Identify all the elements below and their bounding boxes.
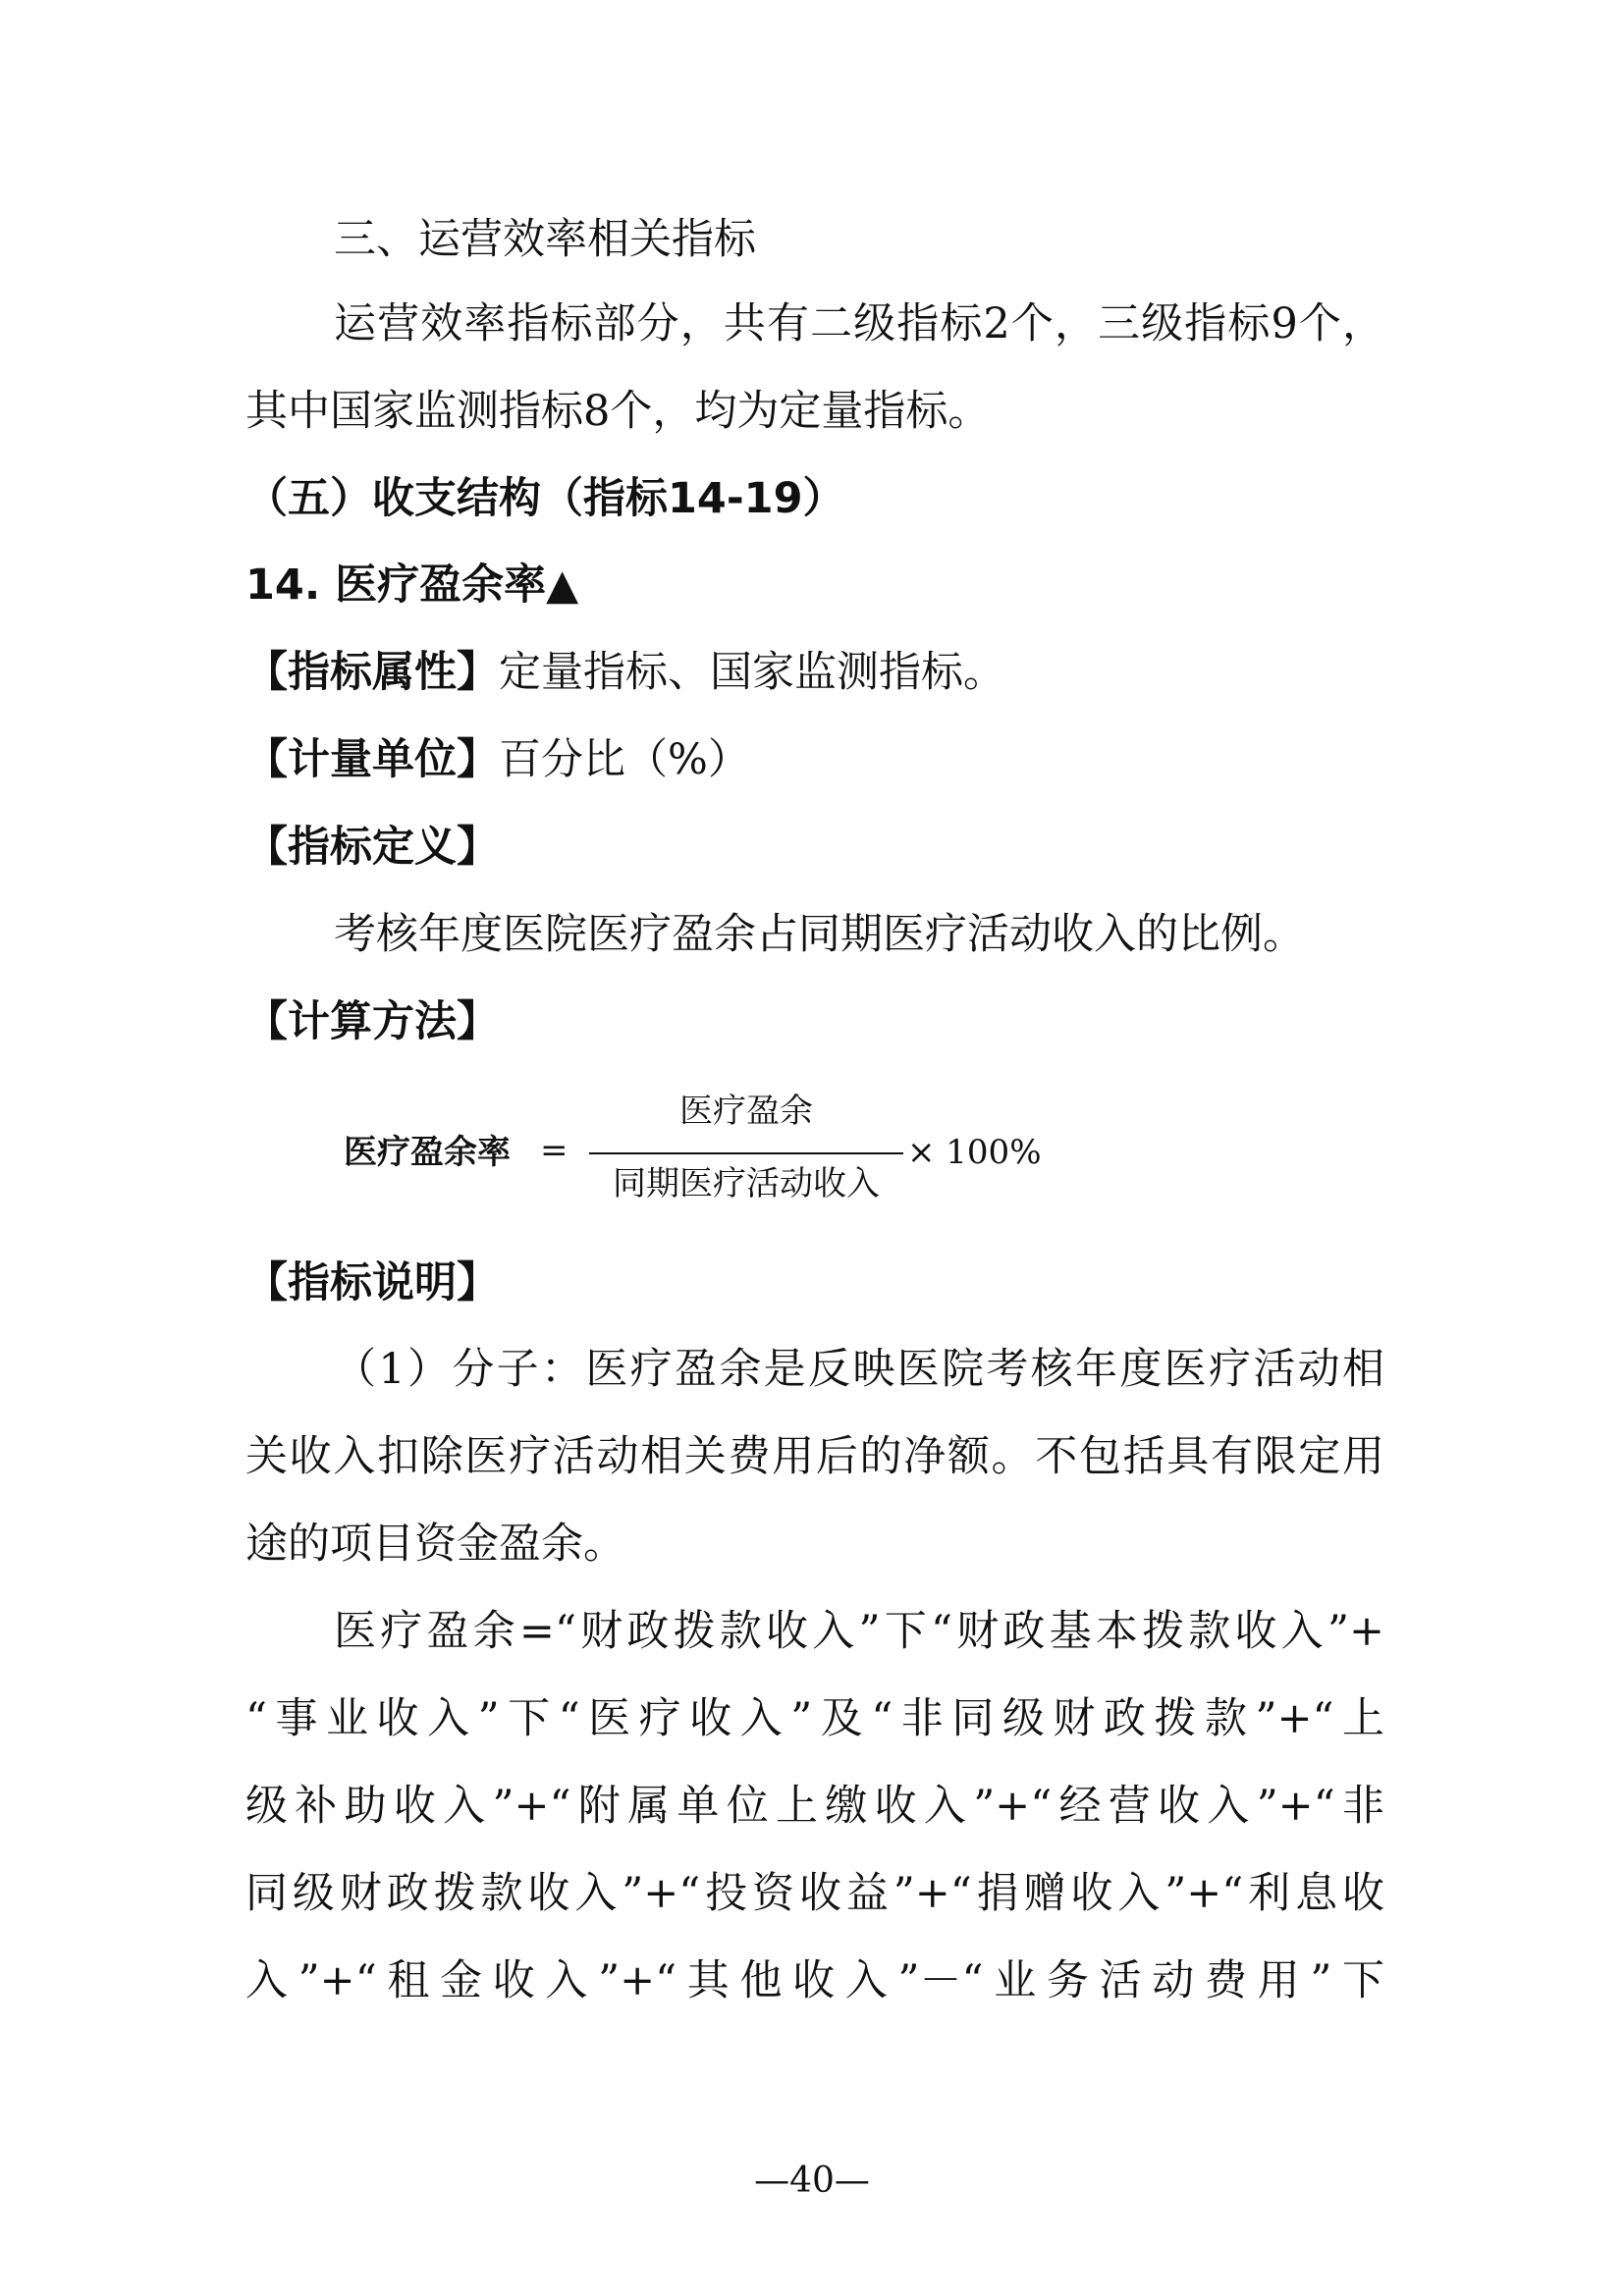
- unit-value: 百分比（%）: [499, 735, 750, 784]
- indicator-title: 14. 医疗盈余率▲: [245, 561, 579, 610]
- unit-label: 【计量单位】: [245, 735, 499, 784]
- formula-numerator: 医疗盈余: [679, 1092, 813, 1131]
- intro-line-2: 其中国家监测指标8个，均为定量指标。: [245, 387, 991, 436]
- formula-multiplier: × 100%: [907, 1133, 1042, 1172]
- section-heading: 三、运营效率相关指标: [334, 215, 756, 264]
- intro-line-1: 运营效率指标部分，共有二级指标2个，三级指标9个，: [334, 299, 1384, 348]
- method-label: 【计算方法】: [245, 997, 499, 1046]
- explanation-line-7: 同级财政拨款收入”+“投资收益”+“捐赠收入”+“利息收: [245, 1869, 1384, 1918]
- definition-text: 考核年度医院医疗盈余占同期医疗活动收入的比例。: [334, 910, 1305, 959]
- attribute-label: 【指标属性】: [245, 648, 499, 697]
- explanation-line-8: 入”+“租金收入”+“其他收入”－“业务活动费用”下: [245, 1956, 1384, 2005]
- attribute-row: [245, 643, 1384, 702]
- explanation-line-5: “事业收入”下“医疗收入”及“非同级财政拨款”+“上: [245, 1694, 1384, 1743]
- explanation-line-6: 级补助收入”+“附属单位上缴收入”+“经营收入”+“非: [245, 1782, 1384, 1831]
- explanation-line-4: 医疗盈余=“财政拨款收入”下“财政基本拨款收入”+: [334, 1607, 1384, 1656]
- explanation-line-1: （1）分子：医疗盈余是反映医院考核年度医疗活动相: [334, 1345, 1384, 1394]
- explanation-line-3: 途的项目资金盈余。: [245, 1520, 625, 1569]
- page-number: —40—: [754, 2161, 870, 2201]
- formula-equals: =: [540, 1131, 568, 1170]
- formula-label: 医疗盈余率: [344, 1133, 511, 1172]
- formula: [344, 1090, 1051, 1217]
- formula-denominator: 同期医疗活动收入: [613, 1164, 880, 1203]
- attribute-value: 定量指标、国家监测指标。: [499, 648, 1005, 697]
- subsection-heading: （五）收支结构（指标14-19）: [245, 474, 845, 523]
- explanation-line-2: 关收入扣除医疗活动相关费用后的净额。不包括具有限定用: [245, 1432, 1384, 1481]
- explanation-label: 【指标说明】: [245, 1258, 499, 1308]
- fraction-bar: [589, 1152, 903, 1154]
- definition-label: 【指标定义】: [245, 823, 499, 872]
- unit-row: [245, 730, 1384, 789]
